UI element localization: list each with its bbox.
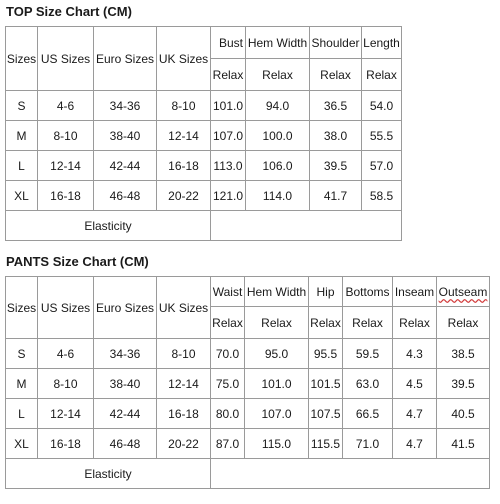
uk-size-cell: 12-14 [157,369,211,399]
outseam-cell: 38.5 [437,339,490,369]
us-size-cell: 16-18 [38,181,94,211]
bust-cell: 113.0 [211,151,246,181]
table-row [6,91,402,121]
bust-cell: 121.0 [211,181,246,211]
hem-width-cell: 95.0 [245,339,309,369]
pants-header-row [6,277,490,307]
bottoms-cell: 63.0 [343,369,393,399]
pants-sub-relax: Relax [437,307,490,339]
pants-header-us: US Sizes [38,277,94,339]
top-header-shoulder: Shoulder [310,27,362,59]
euro-size-cell: 46-48 [94,429,157,459]
hem-width-cell: 114.0 [246,181,310,211]
inseam-cell: 4.7 [393,429,437,459]
top-sub-relax: Relax [362,59,402,91]
shoulder-cell: 36.5 [310,91,362,121]
table-row [6,369,490,399]
pants-sub-relax: Relax [309,307,343,339]
uk-size-cell: 16-18 [157,151,211,181]
hip-cell: 95.5 [309,339,343,369]
pants-size-table [5,276,490,489]
shoulder-cell: 41.7 [310,181,362,211]
top-header-us: US Sizes [38,27,94,91]
top-sub-relax: Relax [246,59,310,91]
top-size-table [5,26,402,241]
us-size-cell: 16-18 [38,429,94,459]
top-chart-title: TOP Size Chart (CM) [6,4,132,19]
elasticity-value [211,459,490,489]
euro-size-cell: 42-44 [94,151,157,181]
outseam-cell: 40.5 [437,399,490,429]
waist-cell: 80.0 [211,399,245,429]
uk-size-cell: 12-14 [157,121,211,151]
pants-header-inseam: Inseam [393,277,437,307]
uk-size-cell: 20-22 [157,181,211,211]
hem-width-cell: 115.0 [245,429,309,459]
inseam-cell: 4.7 [393,399,437,429]
pants-header-uk: UK Sizes [157,277,211,339]
size-cell: XL [6,429,38,459]
length-cell: 54.0 [362,91,402,121]
bottoms-cell: 71.0 [343,429,393,459]
shoulder-cell: 38.0 [310,121,362,151]
uk-size-cell: 8-10 [157,339,211,369]
hem-width-cell: 101.0 [245,369,309,399]
size-cell: S [6,339,38,369]
table-row [6,429,490,459]
pants-sub-relax: Relax [211,307,245,339]
inseam-cell: 4.3 [393,339,437,369]
length-cell: 57.0 [362,151,402,181]
hem-width-cell: 94.0 [246,91,310,121]
pants-chart-title: PANTS Size Chart (CM) [6,254,149,269]
us-size-cell: 4-6 [38,91,94,121]
top-sub-relax: Relax [211,59,246,91]
hem-width-cell: 107.0 [245,399,309,429]
waist-cell: 87.0 [211,429,245,459]
table-row [6,151,402,181]
top-header-row [6,27,402,59]
hem-width-cell: 100.0 [246,121,310,151]
table-row [6,399,490,429]
top-elasticity-row [6,211,402,241]
pants-sub-relax: Relax [343,307,393,339]
bottoms-cell: 59.5 [343,339,393,369]
pants-header-euro: Euro Sizes [94,277,157,339]
table-row [6,339,490,369]
top-header-length: Length [362,27,402,59]
uk-size-cell: 8-10 [157,91,211,121]
pants-header-bottoms: Bottoms [343,277,393,307]
us-size-cell: 8-10 [38,369,94,399]
size-cell: L [6,151,38,181]
table-row [6,181,402,211]
euro-size-cell: 42-44 [94,399,157,429]
inseam-cell: 4.5 [393,369,437,399]
elasticity-value [211,211,402,241]
bottoms-cell: 66.5 [343,399,393,429]
pants-sub-relax: Relax [393,307,437,339]
shoulder-cell: 39.5 [310,151,362,181]
hip-cell: 101.5 [309,369,343,399]
uk-size-cell: 16-18 [157,399,211,429]
elasticity-label: Elasticity [6,459,211,489]
pants-header-waist: Waist [211,277,245,307]
euro-size-cell: 38-40 [94,121,157,151]
us-size-cell: 12-14 [38,399,94,429]
bust-cell: 107.0 [211,121,246,151]
bust-cell: 101.0 [211,91,246,121]
size-cell: XL [6,181,38,211]
pants-sub-relax: Relax [245,307,309,339]
pants-elasticity-row [6,459,490,489]
waist-cell: 75.0 [211,369,245,399]
size-cell: L [6,399,38,429]
size-cell: S [6,91,38,121]
euro-size-cell: 38-40 [94,369,157,399]
outseam-spellcheck-label: Outseam [438,284,488,299]
elasticity-label: Elasticity [6,211,211,241]
top-header-bust: Bust [211,27,246,59]
top-header-euro: Euro Sizes [94,27,157,91]
hip-cell: 107.5 [309,399,343,429]
us-size-cell: 12-14 [38,151,94,181]
size-cell: M [6,369,38,399]
pants-header-hem-width: Hem Width [245,277,309,307]
outseam-cell: 39.5 [437,369,490,399]
hem-width-cell: 106.0 [246,151,310,181]
outseam-cell: 41.5 [437,429,490,459]
top-header-hem-width: Hem Width [246,27,310,59]
length-cell: 58.5 [362,181,402,211]
uk-size-cell: 20-22 [157,429,211,459]
waist-cell: 70.0 [211,339,245,369]
euro-size-cell: 34-36 [94,339,157,369]
pants-header-sizes: Sizes [6,277,38,339]
pants-header-hip: Hip [309,277,343,307]
euro-size-cell: 34-36 [94,91,157,121]
size-cell: M [6,121,38,151]
euro-size-cell: 46-48 [94,181,157,211]
length-cell: 55.5 [362,121,402,151]
table-row [6,121,402,151]
top-sub-relax: Relax [310,59,362,91]
us-size-cell: 4-6 [38,339,94,369]
top-header-uk: UK Sizes [157,27,211,91]
pants-header-outseam [437,277,490,307]
us-size-cell: 8-10 [38,121,94,151]
hip-cell: 115.5 [309,429,343,459]
top-header-sizes: Sizes [6,27,38,91]
